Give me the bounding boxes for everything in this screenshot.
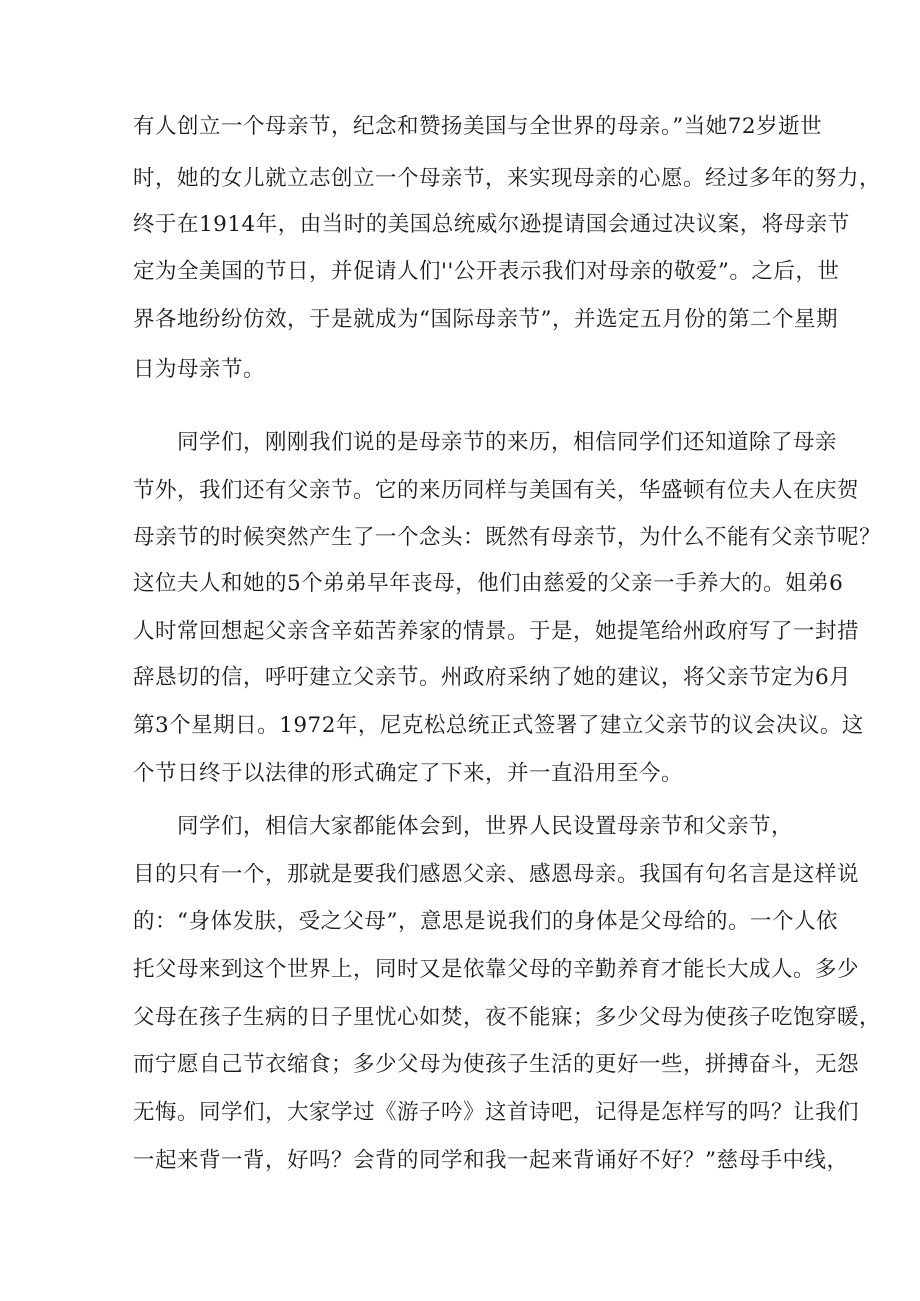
text-line: 一起来背一背，好吗？会背的同学和我一起来背诵好不好？”慈母手中线， — [133, 1148, 849, 1173]
text-line: 有人创立一个母亲节，纪念和赞扬美国与全世界的母亲。”当她72岁逝世 — [133, 114, 823, 139]
text-line: 辞恳切的信，呼吁建立父亲节。州政府采纳了她的建议，将父亲节定为6月 — [133, 665, 852, 690]
text-line: 界各地纷纷仿效，于是就成为“国际母亲节”，并选定五月份的第二个星期 — [133, 307, 838, 332]
text-line: 托父母来到这个世界上，同时又是依靠父母的辛勤养育才能长大成人。多少 — [133, 957, 860, 982]
text-line: 母亲节的时候突然产生了一个念头：既然有母亲节，为什么不能有父亲节呢？ — [133, 525, 882, 550]
text-line: 日为母亲节。 — [133, 357, 266, 382]
text-line: 节外，我们还有父亲节。它的来历同样与美国有关，华盛顿有位夫人在庆贺 — [133, 478, 860, 503]
text-line: 时，她的女儿就立志创立一个母亲节，来实现母亲的心愿。经过多年的努力， — [133, 166, 882, 191]
text-line: 终于在1914年，由当时的美国总统威尔逊提请国会通过决议案，将母亲节 — [133, 212, 850, 237]
text-line: 父母在孩子生病的日子里忧心如焚，夜不能寐；多少父母为使孩子吃饱穿暖， — [133, 1005, 882, 1030]
text-line: 这位夫人和她的5个弟弟早年丧母，他们由慈爱的父亲一手养大的。姐弟6 — [133, 571, 844, 596]
text-line: 人时常回想起父亲含辛茹苦养家的情景。于是，她提笔给州政府写了一封措 — [133, 619, 860, 644]
text-line: 同学们，相信大家都能体会到，世界人民设置母亲节和父亲节， — [177, 814, 794, 839]
text-line: 同学们，刚刚我们说的是母亲节的来历，相信同学们还知道除了母亲 — [177, 430, 838, 455]
text-line: 的：“身体发肤，受之父母”，意思是说我们的身体是父母给的。一个人依 — [133, 909, 838, 934]
text-line: 而宁愿自己节衣缩食；多少父母为使孩子生活的更好一些，拼搏奋斗，无怨 — [133, 1052, 860, 1077]
text-line: 定为全美国的节日，并促请人们''公开表示我们对母亲的敬爱”。之后，世 — [133, 259, 840, 284]
text-line: 无悔。同学们，大家学过《游子吟》这首诗吧，记得是怎样写的吗？让我们 — [133, 1100, 860, 1125]
text-line: 目的只有一个，那就是要我们感恩父亲、感恩母亲。我国有句名言是这样说 — [133, 862, 860, 887]
text-line: 个节日终于以法律的形式确定了下来，并一直沿用至今。 — [133, 761, 684, 786]
text-line: 第3个星期日。1972年，尼克松总统正式签署了建立父亲节的议会决议。这 — [133, 713, 864, 738]
